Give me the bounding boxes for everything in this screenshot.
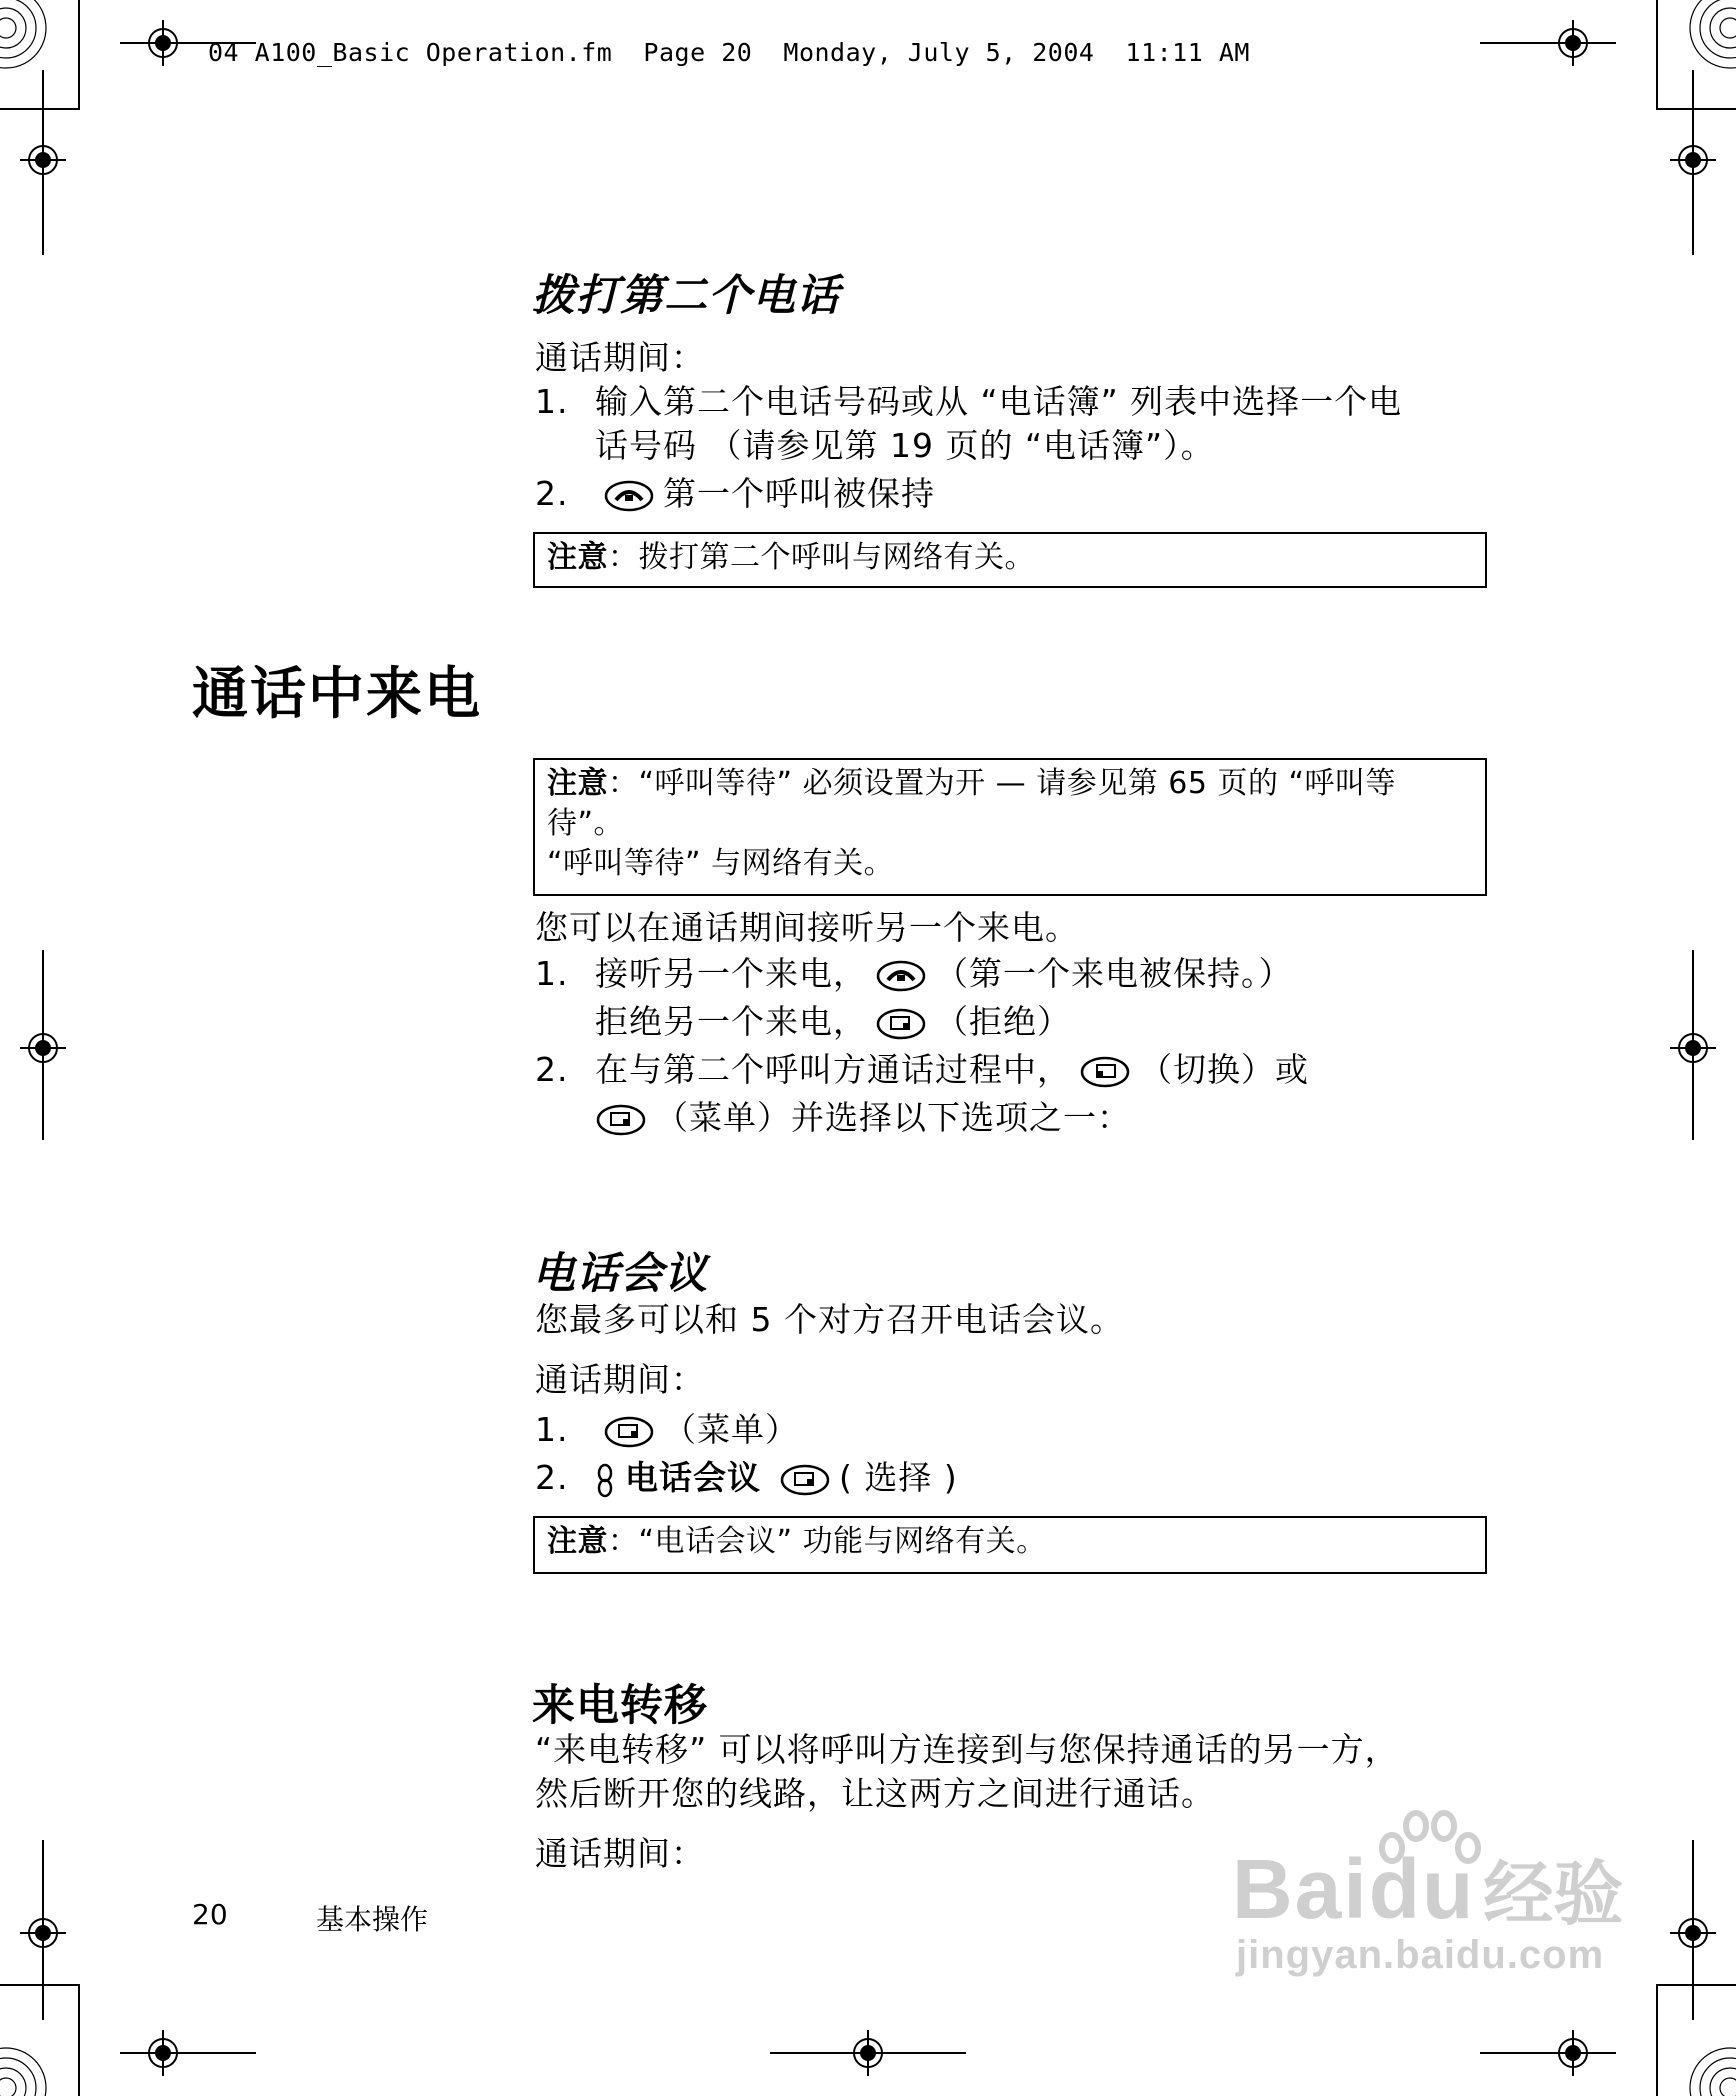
step-text: 第一个呼叫被保持: [663, 474, 935, 513]
watermark-url: jingyan.baidu.com: [1236, 1933, 1605, 1977]
note-line: 待”。: [547, 806, 625, 841]
trim-line: [1656, 1984, 1736, 1986]
guide-line: [120, 2052, 256, 2054]
softkey-right-icon: [779, 1462, 831, 1498]
intro-during-call: 通话期间：: [535, 338, 705, 377]
intro-paragraph: 您可以在通话期间接听另一个来电。: [535, 908, 1079, 947]
step-text-continued: 话号码 （请参见第 19 页的 “电话簿”）。: [595, 426, 1215, 465]
list-item: [535, 1048, 1309, 1092]
guide-line: [1692, 1840, 1694, 2020]
softkey-right-icon: [875, 1006, 927, 1042]
list-item-sub: [595, 1000, 1071, 1044]
chapter-name: 基本操作: [316, 1903, 429, 1936]
trim-line: [1656, 108, 1736, 110]
watermark-brand: Bai: [1232, 1842, 1369, 1936]
list-item: [535, 1456, 958, 1500]
step-number: 1.: [535, 382, 569, 421]
note-label: 注意: [547, 540, 608, 575]
watermark-brand: du: [1368, 1842, 1476, 1936]
step-text: （第一个来电被保持。）: [935, 954, 1293, 993]
step-text: 拒绝另一个来电，: [595, 1002, 867, 1041]
watermark-brand-cn: 经验: [1483, 1855, 1624, 1933]
step-text: （菜单）并选择以下选项之一：: [655, 1098, 1131, 1137]
paragraph-line: “来电转移” 可以将呼叫方连接到与您保持通话的另一方，: [535, 1730, 1399, 1769]
note-box: [533, 532, 1487, 588]
trim-line: [78, 1984, 80, 2096]
file-stamp: 04 A100_Basic Operation.fm Page 20 Monday, July 5, 2004 11:11 AM: [208, 38, 1250, 67]
paw-logo-icon: [1372, 1808, 1492, 1878]
navigation-key-icon: [595, 1462, 615, 1498]
section-title-dial-second: 拨打第二个电话: [532, 271, 840, 321]
guide-line: [1480, 42, 1616, 44]
step-text: （拒绝）: [935, 1002, 1071, 1041]
starburst-bottom-left: [0, 2016, 60, 2096]
softkey-right-icon: [595, 1102, 647, 1138]
guide-line: [1692, 70, 1694, 255]
starburst-top-right: [1676, 0, 1736, 80]
list-item: [535, 952, 1293, 996]
note-label: 注意: [547, 1524, 608, 1559]
note-label: 注意: [547, 766, 608, 801]
section-title-incoming: 通话中来电: [192, 662, 482, 727]
step-text: （菜单）: [663, 1410, 799, 1449]
guide-line: [42, 1840, 44, 2020]
step-text: （切换）或: [1139, 1050, 1309, 1089]
baidu-watermark: [1232, 1838, 1623, 1978]
softkey-left-icon: [1079, 1054, 1131, 1090]
guide-line: [42, 70, 44, 255]
section-title-conference: 电话会议: [532, 1249, 708, 1299]
note-text: ：“呼叫等待” 必须设置为开 — 请参见第 65 页的 “呼叫等: [608, 766, 1397, 801]
guide-line: [1480, 2052, 1616, 2054]
step-text: 输入第二个电话号码或从 “电话簿” 列表中选择一个电: [595, 382, 1403, 421]
note-text: ：拨打第二个呼叫与网络有关。: [608, 540, 1035, 575]
step-number: 1.: [535, 1410, 569, 1449]
guide-line: [42, 950, 44, 1140]
step-number: 2.: [535, 1458, 569, 1497]
trim-line: [0, 1984, 80, 1986]
trim-line: [1656, 0, 1658, 110]
paragraph-line: 然后断开您的线路，让这两方之间进行通话。: [535, 1774, 1215, 1813]
send-key-icon: [603, 478, 655, 514]
step-text: 在与第二个呼叫方通话过程中，: [595, 1050, 1071, 1089]
intro-paragraph: 您最多可以和 5 个对方召开电话会议。: [535, 1300, 1124, 1339]
guide-line: [770, 2052, 966, 2054]
starburst-top-left: [0, 0, 60, 80]
note-line: [547, 764, 1473, 804]
list-item: [535, 472, 935, 516]
intro-during-call: 通话期间：: [535, 1834, 705, 1873]
step-number: 2.: [535, 1050, 569, 1089]
note-box: [533, 758, 1487, 896]
softkey-right-icon: [603, 1414, 655, 1450]
send-key-icon: [875, 958, 927, 994]
starburst-bottom-right: [1676, 2016, 1736, 2096]
step-number: 1.: [535, 954, 569, 993]
menu-option-conference: 电话会议: [625, 1458, 761, 1497]
step-number: 2.: [535, 474, 569, 513]
list-item-sub: [587, 1096, 1131, 1140]
trim-line: [78, 0, 80, 110]
trim-line: [0, 108, 80, 110]
intro-during-call: 通话期间：: [535, 1360, 705, 1399]
note-box: [533, 1516, 1487, 1574]
trim-line: [1656, 1984, 1658, 2096]
page-number: 20: [192, 1898, 228, 1931]
list-item: [535, 380, 1402, 424]
step-text: ( 选择 ): [839, 1458, 958, 1497]
section-title-transfer: 来电转移: [532, 1681, 708, 1731]
note-text: ：“电话会议” 功能与网络有关。: [608, 1524, 1047, 1559]
step-text: 接听另一个来电，: [595, 954, 867, 993]
list-item: [535, 1408, 799, 1452]
guide-line: [1692, 950, 1694, 1140]
note-line: “呼叫等待” 与网络有关。: [547, 846, 895, 881]
